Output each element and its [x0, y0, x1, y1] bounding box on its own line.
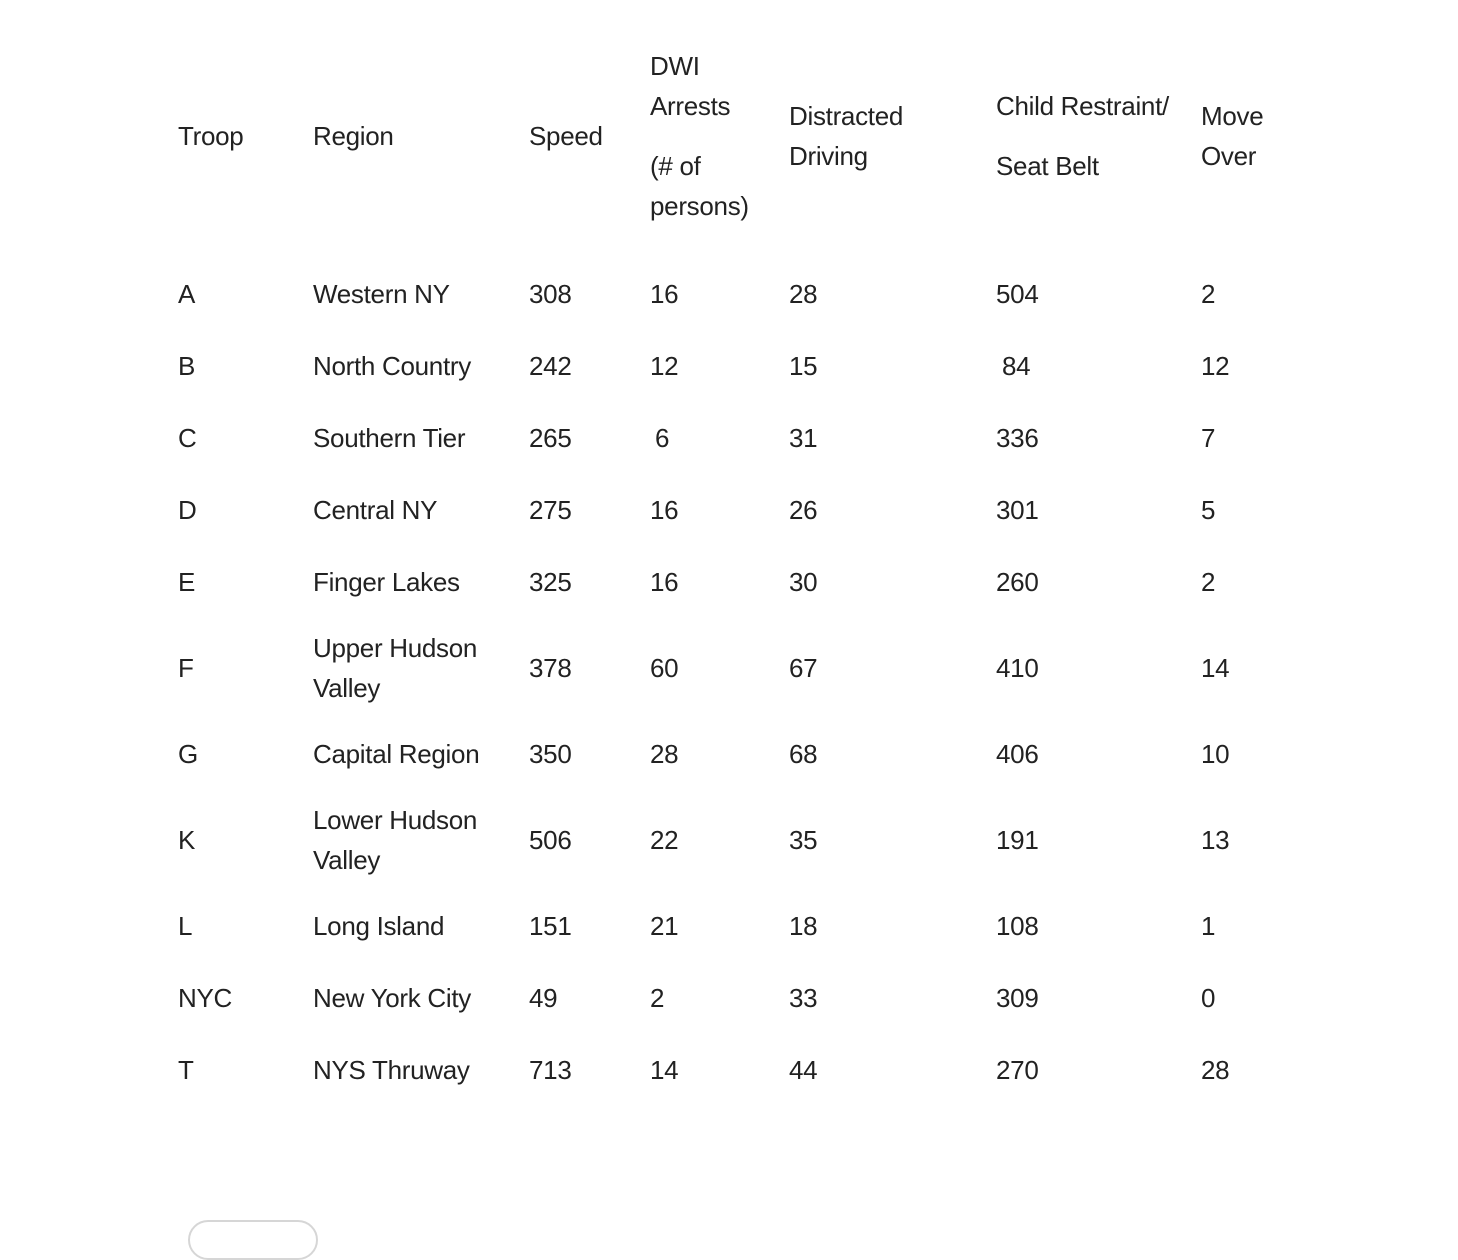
cell-dwi: 22 [650, 825, 679, 855]
cell-dwi: 60 [650, 653, 679, 683]
table-row [170, 1034, 1283, 1106]
cell-move-over: 10 [1201, 739, 1230, 769]
cell-region: Lower Hudson Valley [313, 805, 478, 875]
cell-child-restraint: 301 [996, 495, 1039, 525]
cell-move-over: 14 [1201, 653, 1230, 683]
header-speed-line: Speed [529, 121, 603, 151]
cell-troop: NYC [178, 983, 232, 1013]
cell-region: NYS Thruway [313, 1055, 470, 1085]
cell-move-over: 5 [1201, 495, 1216, 525]
cell-troop: C [178, 423, 197, 453]
cell-distracted: 30 [789, 567, 818, 597]
cell-distracted: 67 [789, 653, 818, 683]
cell-distracted: 28 [789, 279, 818, 309]
cell-move-over: 7 [1201, 423, 1216, 453]
cell-speed: 308 [529, 279, 572, 309]
cell-move-over: 1 [1201, 911, 1216, 941]
cell-speed: 506 [529, 825, 572, 855]
cell-troop: E [178, 567, 196, 597]
cell-dwi: 6 [655, 423, 670, 453]
header-dwi-line-4: persons) [650, 191, 749, 221]
cell-troop: L [178, 911, 193, 941]
enforcement-table [170, 36, 1283, 1106]
cell-region: Finger Lakes [313, 567, 460, 597]
cell-distracted: 44 [789, 1055, 818, 1085]
table-row [170, 618, 1283, 718]
cell-speed: 275 [529, 495, 572, 525]
cell-distracted: 35 [789, 825, 818, 855]
table-row [170, 546, 1283, 618]
cell-region: Western NY [313, 279, 450, 309]
table-row [170, 790, 1283, 890]
cell-dwi: 2 [650, 983, 665, 1013]
header-moveover-line-1: Move [1201, 101, 1264, 131]
cell-dwi: 21 [650, 911, 679, 941]
header-dwi-line-3: (# of [650, 151, 701, 181]
cell-region: Central NY [313, 495, 438, 525]
cell-troop: D [178, 495, 197, 525]
cell-speed: 378 [529, 653, 572, 683]
header-region [305, 36, 521, 258]
table-row [170, 474, 1283, 546]
cell-troop: G [178, 739, 198, 769]
cell-dwi: 16 [650, 279, 679, 309]
cell-child-restraint: 260 [996, 567, 1039, 597]
cell-move-over: 2 [1201, 279, 1216, 309]
partially-visible-button[interactable] [188, 1220, 318, 1260]
header-region-line: Region [313, 121, 394, 151]
cell-troop: T [178, 1055, 194, 1085]
cell-dwi: 16 [650, 495, 679, 525]
header-dwi-arrests [642, 36, 781, 258]
cell-child-restraint: 406 [996, 739, 1039, 769]
header-child-line-2: Seat Belt [996, 151, 1099, 181]
header-move-over [1193, 36, 1283, 258]
cell-distracted: 33 [789, 983, 818, 1013]
cell-speed: 325 [529, 567, 572, 597]
cell-child-restraint: 270 [996, 1055, 1039, 1085]
table-row [170, 890, 1283, 962]
cell-region: Upper Hudson Valley [313, 633, 478, 703]
header-child-line-1: Child Restraint/ [996, 91, 1169, 121]
cell-dwi: 28 [650, 739, 679, 769]
table-header [170, 36, 1283, 258]
cell-move-over: 28 [1201, 1055, 1230, 1085]
cell-distracted: 68 [789, 739, 818, 769]
header-distracted-line-1: Distracted [789, 101, 904, 131]
cell-speed: 242 [529, 351, 572, 381]
cell-child-restraint: 336 [996, 423, 1039, 453]
cell-distracted: 31 [789, 423, 818, 453]
cell-region: North Country [313, 351, 471, 381]
header-moveover-line-2: Over [1201, 141, 1257, 171]
cell-child-restraint: 410 [996, 653, 1039, 683]
cell-dwi: 12 [650, 351, 679, 381]
header-distracted-line-2: Driving [789, 141, 868, 171]
cell-speed: 151 [529, 911, 572, 941]
cell-child-restraint: 504 [996, 279, 1039, 309]
cell-child-restraint: 84 [1002, 351, 1031, 381]
cell-troop: B [178, 351, 196, 381]
header-row [170, 36, 1283, 258]
cell-distracted: 26 [789, 495, 818, 525]
cell-troop: F [178, 653, 194, 683]
table-row [170, 330, 1283, 402]
header-speed [521, 36, 642, 258]
header-troop-line: Troop [178, 121, 244, 151]
cell-move-over: 12 [1201, 351, 1230, 381]
header-child-restraint-seat-belt [988, 36, 1193, 258]
table-row [170, 258, 1283, 330]
cell-speed: 265 [529, 423, 572, 453]
table-row [170, 962, 1283, 1034]
cell-region: Long Island [313, 911, 445, 941]
cell-speed: 350 [529, 739, 572, 769]
cell-region: New York City [313, 983, 471, 1013]
header-dwi-line-2: Arrests [650, 91, 731, 121]
cell-speed: 49 [529, 983, 558, 1013]
cell-child-restraint: 191 [996, 825, 1039, 855]
table-row [170, 718, 1283, 790]
header-dwi-line-1: DWI [650, 51, 700, 81]
cell-region: Southern Tier [313, 423, 466, 453]
cell-troop: K [178, 825, 196, 855]
cell-speed: 713 [529, 1055, 572, 1085]
header-troop [170, 36, 305, 258]
cell-move-over: 0 [1201, 983, 1216, 1013]
cell-distracted: 18 [789, 911, 818, 941]
cell-dwi: 14 [650, 1055, 679, 1085]
table-body [170, 258, 1283, 1106]
table-row [170, 402, 1283, 474]
cell-troop: A [178, 279, 196, 309]
cell-child-restraint: 309 [996, 983, 1039, 1013]
cell-move-over: 13 [1201, 825, 1230, 855]
cell-region: Capital Region [313, 739, 480, 769]
cell-dwi: 16 [650, 567, 679, 597]
cell-child-restraint: 108 [996, 911, 1039, 941]
cell-move-over: 2 [1201, 567, 1216, 597]
header-distracted-driving [781, 36, 988, 258]
cell-distracted: 15 [789, 351, 818, 381]
